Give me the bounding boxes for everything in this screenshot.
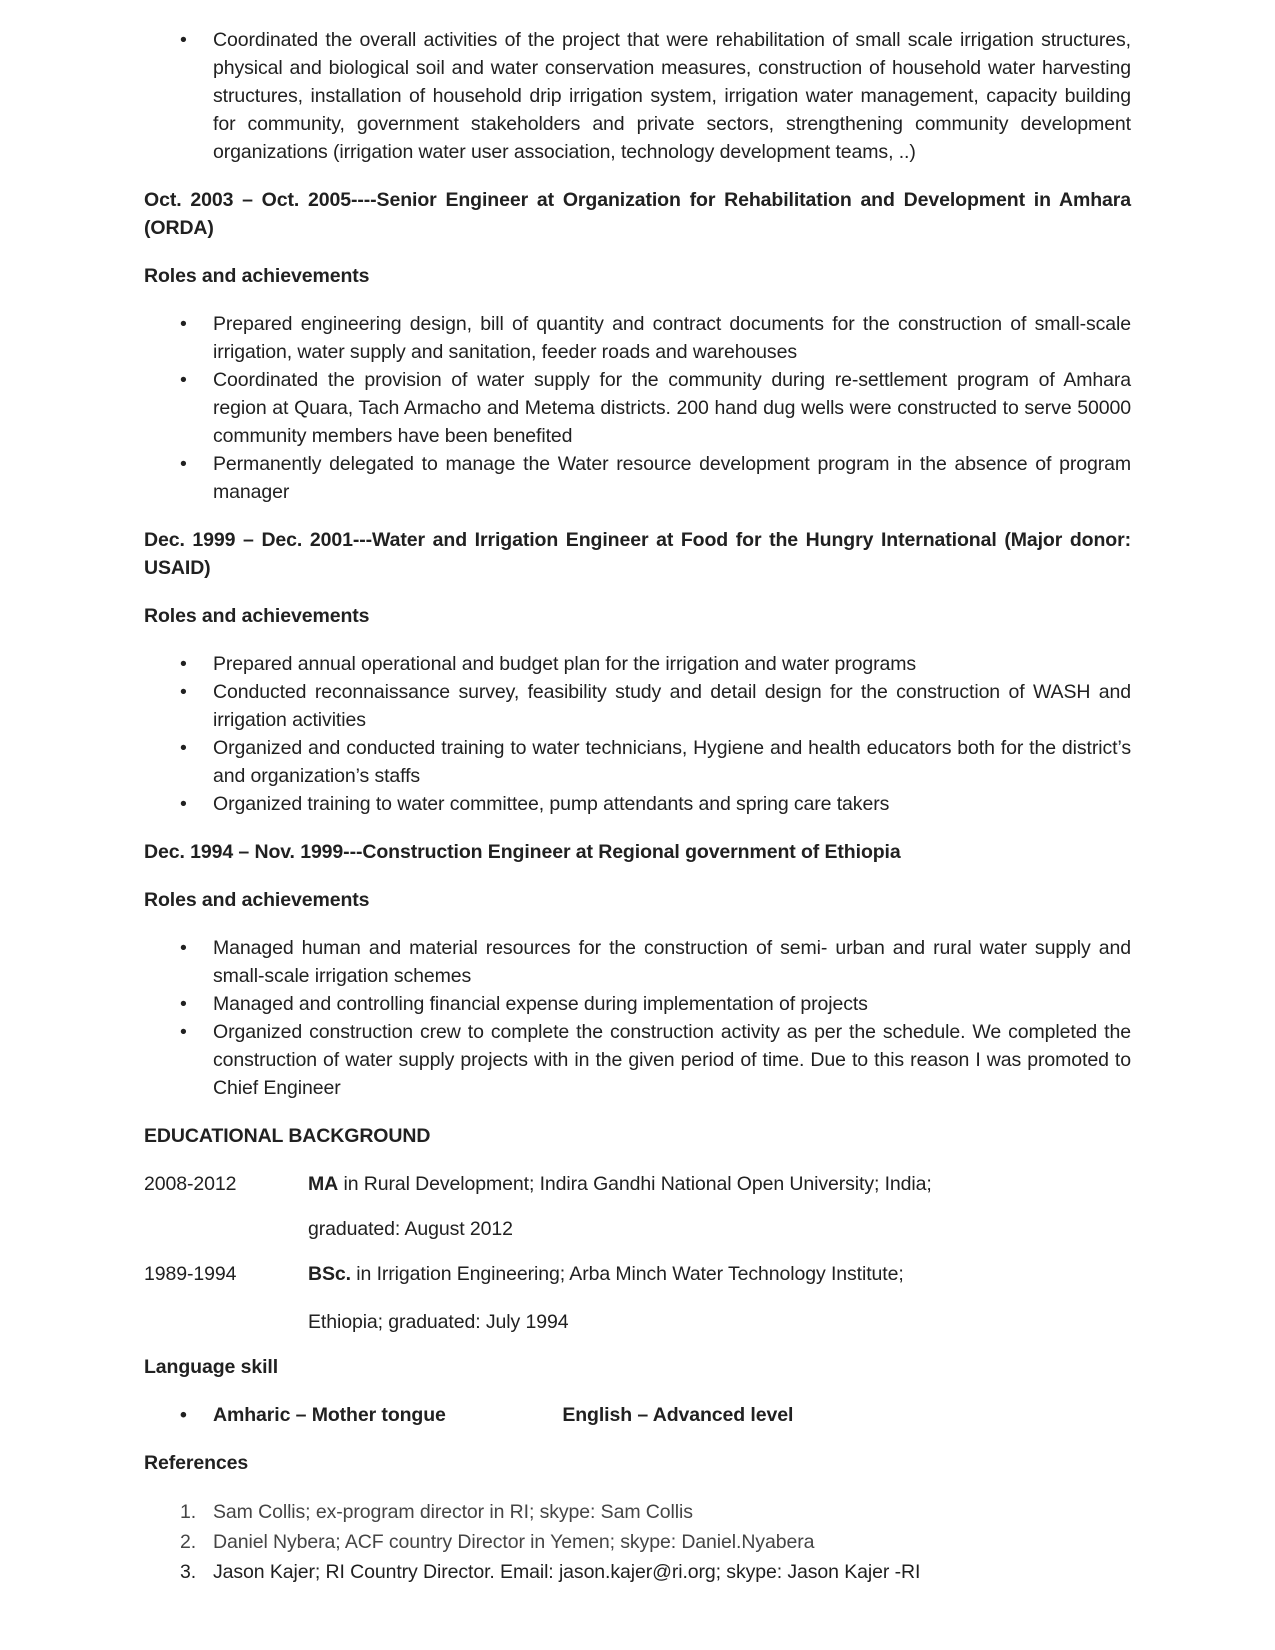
education-detail <box>308 1260 904 1288</box>
job-bullet-list <box>144 934 1131 1102</box>
language-list <box>144 1401 1131 1429</box>
bullet-text: Coordinated the overall activities of the project that were rehabilitation of small scale irrigation structures, physical and biological soil and water conservation measures, construction of household water harvesting structures, installation of household drip irrigation system, irrigation water management, capacity building for community, government stakeholders and private sectors, strengthening community development organizations (irrigation water user association, technology development teams, ..) <box>213 29 1131 163</box>
bullet-marker-icon <box>180 450 187 478</box>
experience-bullet <box>144 26 1131 166</box>
education-entry <box>144 1260 1131 1288</box>
bullet-marker-icon <box>180 734 187 762</box>
bullet-text: Organized training to water committee, pump attendants and spring care takers <box>213 793 890 815</box>
experience-bullet <box>144 450 1131 506</box>
language-bullet <box>144 1401 1131 1429</box>
references-heading: References <box>144 1452 249 1474</box>
education-entry-continuation <box>144 1308 1131 1336</box>
bullet-marker-icon <box>180 990 187 1018</box>
experience-bullet <box>144 790 1131 818</box>
bullet-marker-icon <box>180 366 187 394</box>
bullet-marker-icon <box>180 1018 187 1046</box>
education-years-empty <box>144 1215 308 1243</box>
roles-subheading: Roles and achievements <box>144 889 370 911</box>
language-english: English – Advanced level <box>562 1404 794 1426</box>
bullet-text: Conducted reconnaissance survey, feasibility study and detail design for the construction of WASH and irrigation activities <box>213 681 1131 731</box>
intro-bullet-list <box>144 26 1131 166</box>
reference-text: Sam Collis; ex-program director in RI; skype: Sam Collis <box>213 1501 693 1523</box>
education-years-empty <box>144 1308 308 1336</box>
job-title-heading: Oct. 2003 – Oct. 2005----Senior Engineer at Organization for Rehabilitation and Development in Amhara (ORDA) <box>144 189 1131 239</box>
experience-bullet <box>144 310 1131 366</box>
education-heading: EDUCATIONAL BACKGROUND <box>144 1125 431 1147</box>
education-detail <box>308 1170 932 1198</box>
language-amharic: Amharic – Mother tongue <box>213 1404 446 1426</box>
education-years: 1989-1994 <box>144 1263 237 1285</box>
education-detail: graduated: August 2012 <box>308 1218 513 1240</box>
education-years: 2008-2012 <box>144 1173 237 1195</box>
experience-bullet <box>144 366 1131 450</box>
roles-subheading: Roles and achievements <box>144 605 370 627</box>
references-list <box>144 1497 1131 1587</box>
bullet-text: Organized construction crew to complete the construction activity as per the schedule. We completed the construction of water supply projects with in the given period of time. Due to this reason I was promoted to Chief Engineer <box>213 1021 1131 1099</box>
reference-number: 1. <box>180 1501 197 1523</box>
roles-subheading: Roles and achievements <box>144 265 370 287</box>
bullet-text: Organized and conducted training to water technicians, Hygiene and health educators both for the district’s and organization’s staffs <box>213 737 1131 787</box>
degree-label: MA <box>308 1173 339 1195</box>
degree-label: BSc. <box>308 1263 351 1285</box>
reference-text: Jason Kajer; RI Country Director. Email: jason.kajer@ri.org; skype: Jason Kajer -RI <box>213 1561 921 1583</box>
reference-number: 2. <box>180 1531 197 1553</box>
reference-number: 3. <box>180 1561 197 1583</box>
language-heading: Language skill <box>144 1356 279 1378</box>
bullet-marker-icon <box>180 934 187 962</box>
bullet-marker-icon <box>180 1401 187 1429</box>
job-title-heading: Dec. 1994 – Nov. 1999---Construction Engineer at Regional government of Ethiopia <box>144 841 901 863</box>
education-detail: Ethiopia; graduated: July 1994 <box>308 1311 569 1333</box>
bullet-text: Coordinated the provision of water supply for the community during re-settlement program of Amhara region at Quara, Tach Armacho and Metema districts. 200 hand dug wells were constructed to serve 50000 community members have been benefited <box>213 369 1131 447</box>
bullet-text: Managed and controlling financial expense during implementation of projects <box>213 993 868 1015</box>
education-entry <box>144 1170 1131 1198</box>
reference-text: Daniel Nybera; ACF country Director in Yemen; skype: Daniel.Nyabera <box>213 1531 815 1553</box>
reference-item <box>144 1557 1131 1587</box>
bullet-marker-icon <box>180 678 187 706</box>
job-bullet-list <box>144 650 1131 818</box>
reference-item <box>144 1497 1131 1527</box>
bullet-text: Permanently delegated to manage the Water resource development program in the absence of program manager <box>213 453 1131 503</box>
bullet-text: Prepared annual operational and budget plan for the irrigation and water programs <box>213 653 917 675</box>
bullet-marker-icon <box>180 310 187 338</box>
experience-bullet <box>144 678 1131 734</box>
experience-bullet <box>144 934 1131 990</box>
experience-bullet <box>144 650 1131 678</box>
bullet-marker-icon <box>180 650 187 678</box>
job-title-heading: Dec. 1999 – Dec. 2001---Water and Irrigation Engineer at Food for the Hungry International (Major donor: USAID) <box>144 529 1131 579</box>
degree-detail: in Irrigation Engineering; Arba Minch Water Technology Institute; <box>350 1263 904 1285</box>
bullet-marker-icon <box>180 790 187 818</box>
bullet-marker-icon <box>180 26 187 54</box>
education-entry-continuation <box>144 1215 1131 1243</box>
reference-item <box>144 1527 1131 1557</box>
bullet-text: Prepared engineering design, bill of quantity and contract documents for the construction of small-scale irrigation, water supply and sanitation, feeder roads and warehouses <box>213 313 1131 363</box>
bullet-text: Managed human and material resources for the construction of semi- urban and rural water supply and small-scale irrigation schemes <box>213 937 1131 987</box>
experience-bullet <box>144 1018 1131 1102</box>
degree-detail: in Rural Development; Indira Gandhi National Open University; India; <box>338 1173 932 1195</box>
experience-bullet <box>144 990 1131 1018</box>
experience-bullet <box>144 734 1131 790</box>
job-bullet-list <box>144 310 1131 506</box>
